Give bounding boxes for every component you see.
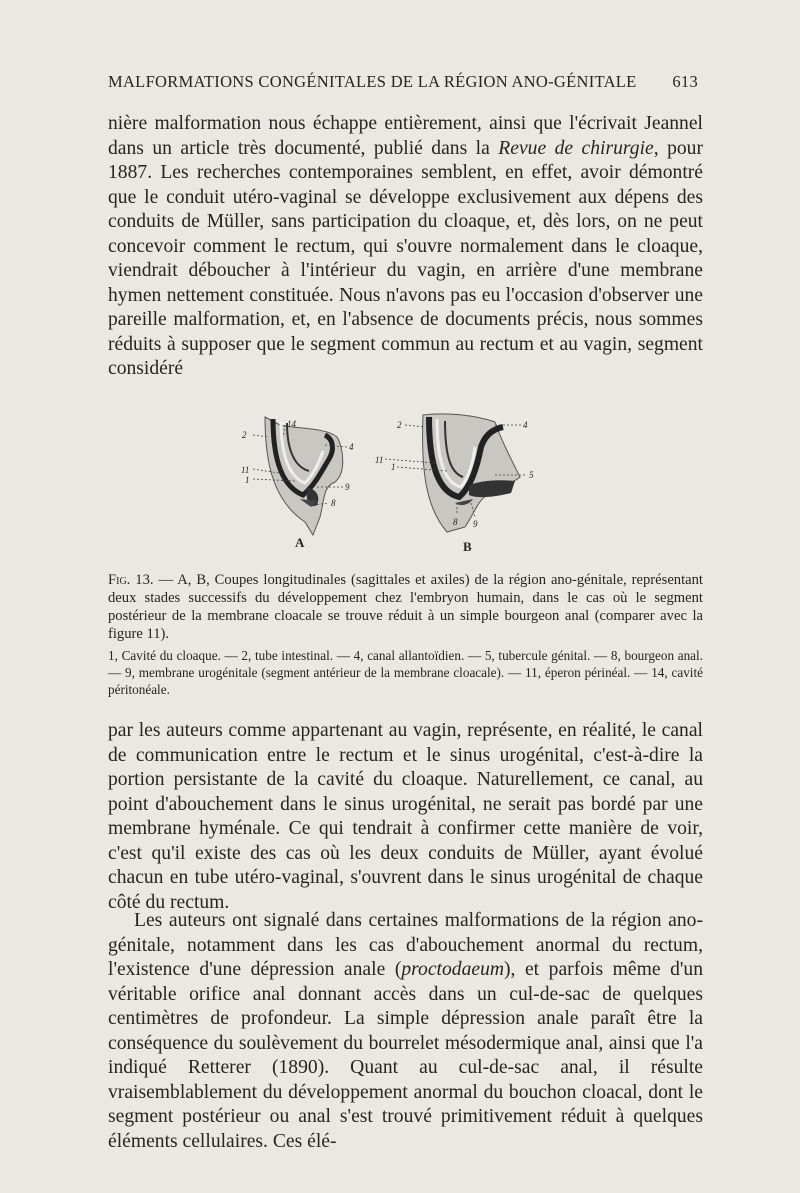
label-b-1: 1 <box>391 462 396 472</box>
paragraph-3-part2: ), et parfois même d'un véritable orifice anal donnant accès dans un cul-de-sac de quelques centimètres de profondeur. La simple dépression anale paraît être la conséquence du soulèvement du bourrelet mésodermique anal, ainsi que l'a indiqué Retterer (1890). Quant au cul-de-sac anal, il résulte vraisemblablement du développement anormal du bouchon cloacal, dont le segment postérieur ou anal s'est trouvé primitivement réduit à quelques éléments cellulaires. Ces élé- <box>108 959 703 1152</box>
page-number: 613 <box>672 72 698 91</box>
journal-title: Revue de chirurgie <box>498 137 654 159</box>
paragraph-2-text: par les auteurs comme appartenant au vagin, représente, en réalité, le canal de communication entre le rectum et le sinus urogénital, c'est-à-dire la portion persistante de la cavité du cloaque. Naturellement, ce canal, au point d'abouchement dans le sinus urogénital, ne serait pas bordé par une membrane hyménale. Ce qui tendrait à confirmer cette manière de voir, c'est qu'il existe des cas où les deux conduits de Müller, ayant évolué chacun en tube utéro-vaginal, s'ouvrent dans le sinus urogénital de chaque côté du rectum. <box>108 720 703 913</box>
label-a-1: 1 <box>245 475 250 485</box>
panel-a-drawing <box>253 417 347 535</box>
label-a-4: 4 <box>349 442 354 452</box>
paragraph-1 <box>108 112 703 382</box>
panel-b-drawing <box>385 414 527 532</box>
running-header <box>108 72 698 92</box>
label-b-9: 9 <box>473 519 478 529</box>
panel-a-label: A <box>295 535 305 550</box>
figure-legend <box>108 647 703 698</box>
running-title: MALFORMATIONS CONGÉNITALES DE LA RÉGION ANO-GÉNITALE <box>108 72 637 91</box>
figure-13 <box>225 407 555 557</box>
label-b-2: 2 <box>397 420 402 430</box>
paragraph-1-part1: nière malformation nous échappe entièrement, ainsi que l'écrivait Jeannel dans un article très documenté, publié dans la <box>108 113 703 159</box>
caption-body: — A, B, Coupes longitudinales (sagittales et axiles) de la région ano-génitale, représentant deux stades successifs du développement chez l'embryon humain, dans le cas où le segment postérieur de la membrane cloacale se trouve réduit à un simple bourgeon anal (comparer avec la figure 11). <box>108 572 703 642</box>
label-a-14: 14 <box>287 419 296 429</box>
paragraph-3 <box>108 909 703 1154</box>
proctodaeum-term: proctodaeum <box>401 959 505 980</box>
label-b-4: 4 <box>523 420 528 430</box>
paragraph-1-part2: , pour 1887. Les recherches contemporaines semblent, en effet, avoir démontré que le conduit utéro-vaginal se développe exclusivement aux dépens des conduits de Müller, sans participation du cloaque, et, dès lors, on ne peut concevoir comment le rectum, qui s'ouvre normalement dans le cloaque, viendrait déboucher à l'intérieur du vagin, en arrière d'une membrane hymen nettement constituée. Nous n'avons pas eu l'occasion d'observer une pareille malformation, et, en l'absence de documents précis, nous sommes réduits à supposer que le segment commun au rectum et au vagin, segment considéré <box>108 137 704 379</box>
label-b-5: 5 <box>529 470 534 480</box>
label-a-8: 8 <box>331 498 336 508</box>
figure-caption <box>108 571 703 643</box>
paragraph-3-part1: Les auteurs ont signalé dans certaines malformations de la région ano-génitale, notamment dans les cas d'abouchement anormal du rectum, l'existence d'une dépression anale ( <box>108 910 703 980</box>
label-b-11: 11 <box>375 455 384 465</box>
panel-b-label: B <box>463 539 472 554</box>
legend-text: 1, Cavité du cloaque. — 2, tube intestinal. — 4, canal allantoïdien. — 5, tubercule génital. — 8, bourgeon anal. — 9, membrane urogénitale (segment antérieur de la membrane cloacale). — 11, éperon périnéal. — 14, cavité péritonéale. <box>108 648 703 697</box>
figure-drawing <box>225 407 555 557</box>
label-a-11: 11 <box>241 465 250 475</box>
label-b-8: 8 <box>453 517 458 527</box>
caption-text <box>108 572 703 642</box>
label-a-9: 9 <box>345 482 350 492</box>
figure-number: Fig. 13. <box>108 572 154 588</box>
paragraph-2 <box>108 719 703 915</box>
label-a-2: 2 <box>242 430 247 440</box>
